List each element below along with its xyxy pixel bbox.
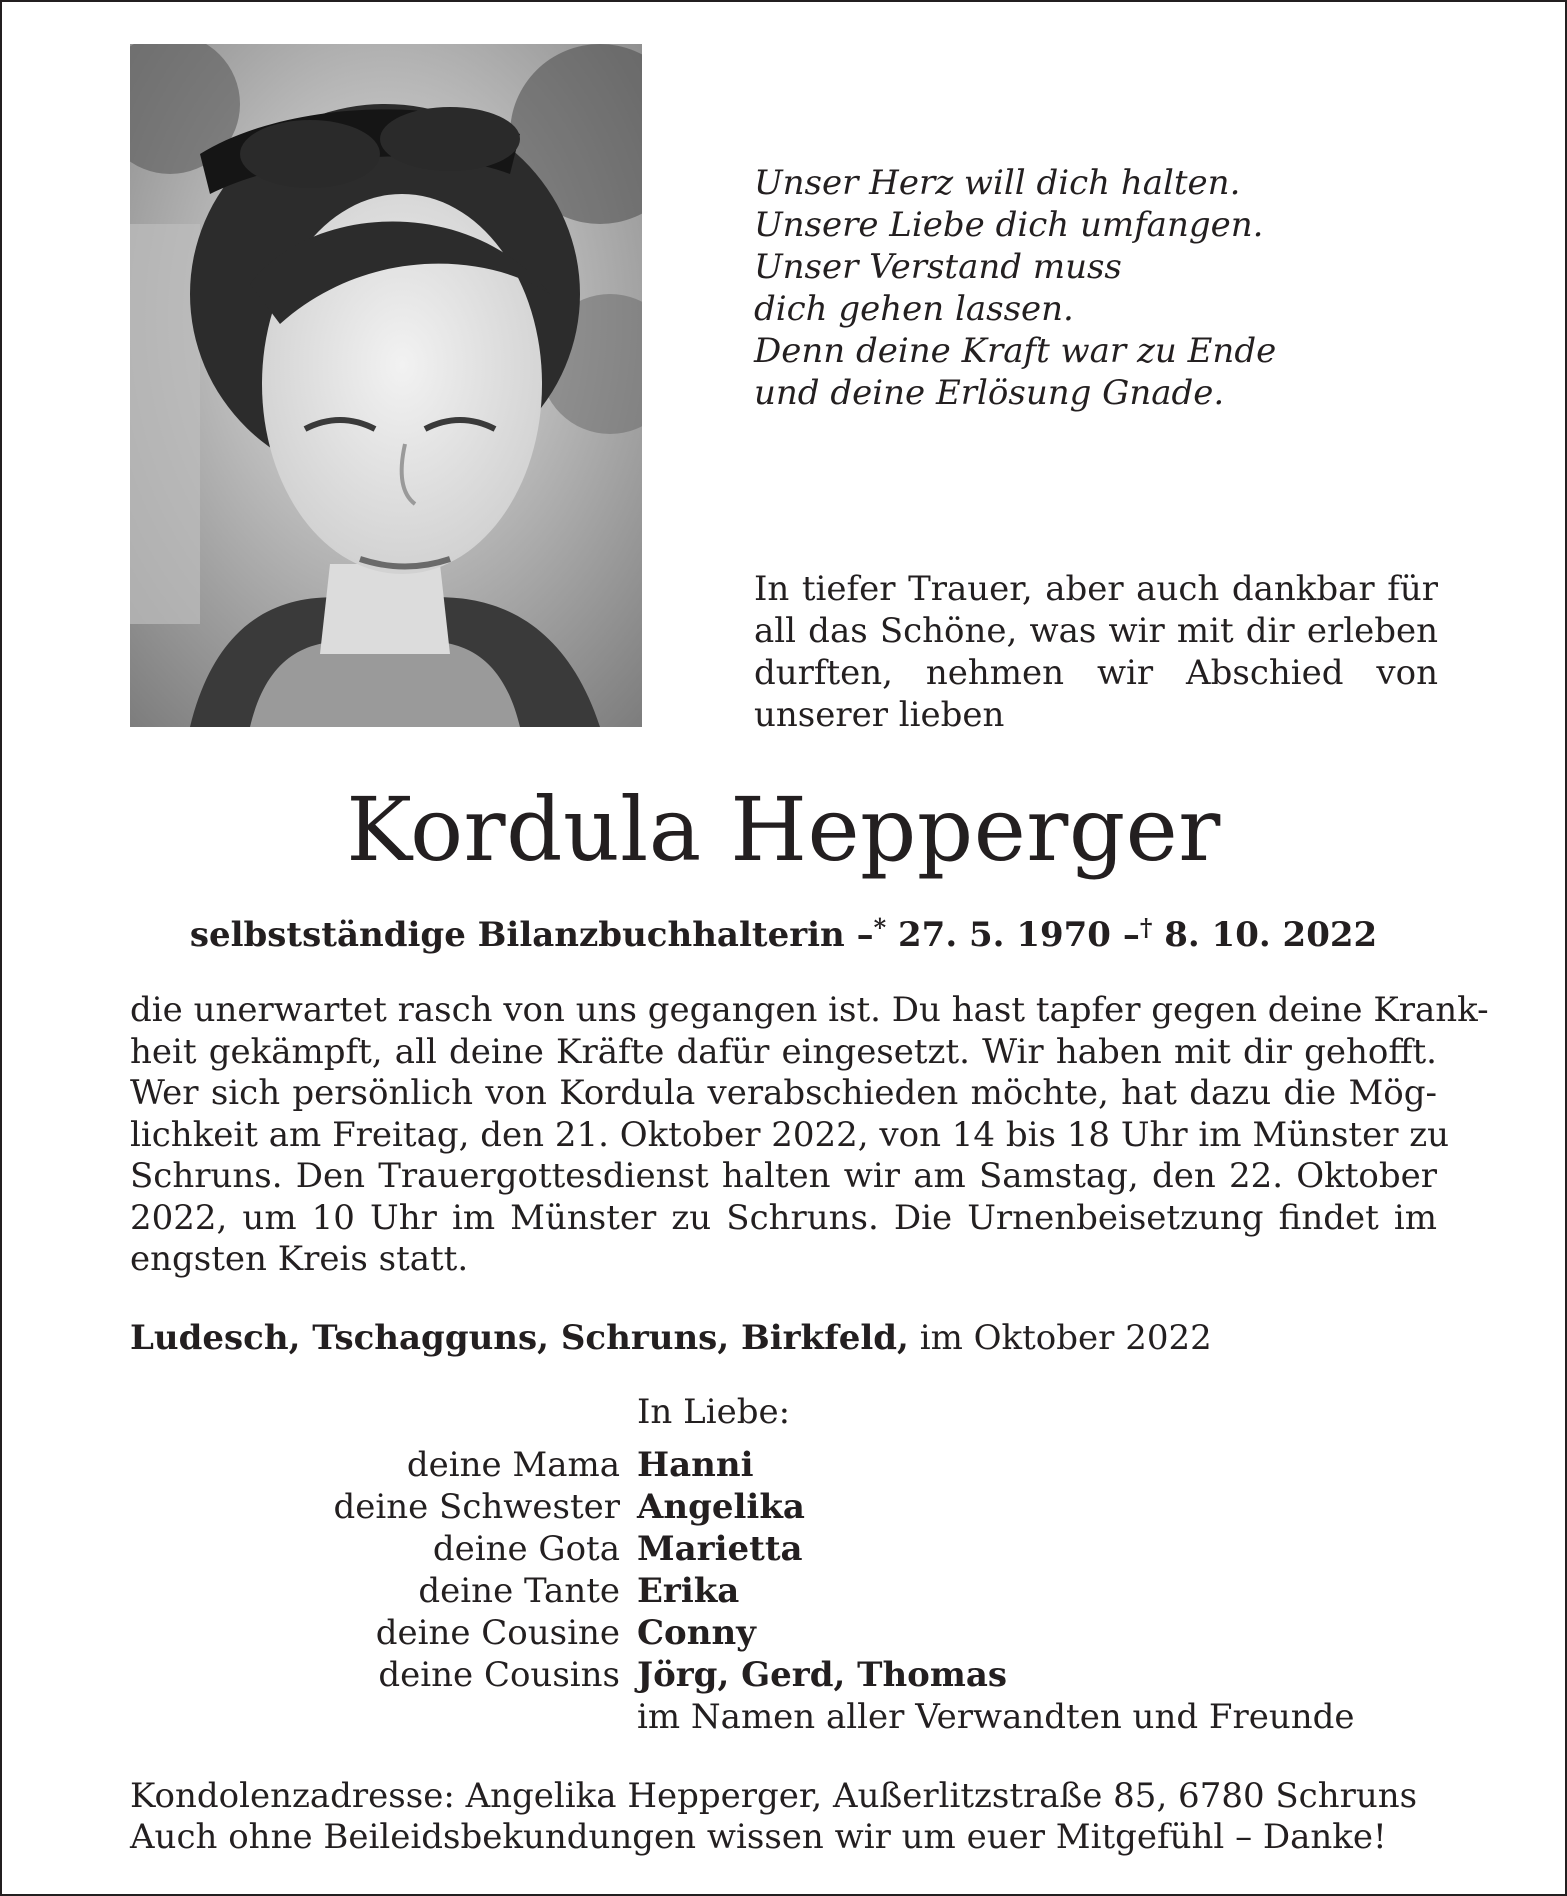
portrait-photo <box>130 44 642 727</box>
dash: – <box>1122 915 1140 955</box>
mourner-relation: deine Tante <box>418 1571 620 1611</box>
intro-line: In tiefer Trauer, aber auch dankbar für <box>754 569 1438 609</box>
mourner-relation: deine Mama <box>406 1445 620 1485</box>
body-line: 2022, um 10 Uhr im Münster zu Schruns. Die Urnenbeisetzung findet im <box>130 1197 1437 1238</box>
intro-line: all das Schöne, was wir mit dir erleben <box>754 611 1438 651</box>
died-symbol: † <box>1139 913 1153 942</box>
mourner-relation: deine Cousins <box>378 1655 620 1695</box>
dash: – <box>856 915 874 955</box>
in-liebe-heading: In Liebe: <box>637 1392 791 1432</box>
birth-date: 27. 5. 1970 <box>898 915 1111 955</box>
death-date: 8. 10. 2022 <box>1164 915 1378 955</box>
mourner-row <box>130 1486 1450 1528</box>
mourner-row <box>130 1528 1450 1570</box>
profession: selbstständige Bilanzbuchhalterin <box>189 915 845 955</box>
condolence-address: Kondolenzadresse: Angelika Hepperger, Außerlitzstraße 85, 6780 Schruns <box>130 1776 1418 1816</box>
mourner-row <box>130 1444 1450 1486</box>
deceased-name: Kordula Hepperger <box>346 778 1221 881</box>
poem-line: Unsere Liebe dich umfangen. <box>754 205 1264 245</box>
body-line: Schruns. Den Trauergottesdienst halten wir am Samstag, den 22. Oktober <box>130 1156 1437 1196</box>
mourner-row <box>130 1612 1450 1654</box>
poem-line: und deine Erlösung Gnade. <box>754 373 1225 413</box>
mourner-names: Jörg, Gerd, Thomas <box>637 1655 1007 1695</box>
places-towns: Ludesch, Tschagguns, Schruns, Birkfeld, <box>130 1318 909 1358</box>
intro-line: unserer lieben <box>754 695 1005 735</box>
thanks-line: Auch ohne Beileidsbekundungen wissen wir um euer Mitgefühl – Danke! <box>130 1817 1387 1857</box>
mourner-row <box>130 1654 1450 1696</box>
mourner-names: Hanni <box>637 1445 754 1485</box>
body-line: Wer sich persönlich von Kordula verabschieden möchte, hat dazu die Mög- <box>130 1073 1437 1113</box>
mourner-relation: deine Gota <box>432 1529 620 1569</box>
body-line: die unerwartet rasch von uns gegangen ist. Du hast tapfer gegen deine Krank- <box>130 990 1489 1030</box>
mourner-names: Erika <box>637 1571 740 1611</box>
mourners-closing: im Namen aller Verwandten und Freunde <box>637 1697 1355 1737</box>
poem-line: Unser Herz will dich halten. <box>754 163 1241 203</box>
poem <box>754 162 1454 414</box>
poem-line: Unser Verstand muss <box>754 247 1122 287</box>
body-line: lichkeit am Freitag, den 21. Oktober 2022, von 14 bis 18 Uhr im Münster zu <box>130 1114 1450 1155</box>
places-date: im Oktober 2022 <box>908 1318 1212 1358</box>
mourner-row <box>130 1570 1450 1612</box>
subtitle <box>0 906 1567 957</box>
mourner-names: Conny <box>637 1613 756 1653</box>
poem-line: Denn deine Kraft war zu Ende <box>754 331 1277 371</box>
places-line <box>130 1316 1430 1360</box>
intro-text <box>754 568 1438 736</box>
mourner-relation: deine Schwester <box>333 1487 620 1527</box>
body-line: engsten Kreis statt. <box>130 1239 469 1279</box>
body-line: heit gekämpft, all deine Kräfte dafür eingesetzt. Wir haben mit dir gehofft. <box>130 1031 1437 1072</box>
poem-line: dich gehen lassen. <box>754 289 1074 329</box>
mourner-relation: deine Cousine <box>375 1613 620 1653</box>
body-text <box>130 990 1489 1281</box>
mourner-names: Marietta <box>637 1529 803 1569</box>
mourner-names: Angelika <box>637 1487 805 1527</box>
mourners-list <box>130 1444 1450 1738</box>
footer <box>130 1776 1450 1858</box>
born-symbol: * <box>873 913 887 942</box>
intro-line: durften, nehmen wir Abschied von <box>754 653 1438 693</box>
